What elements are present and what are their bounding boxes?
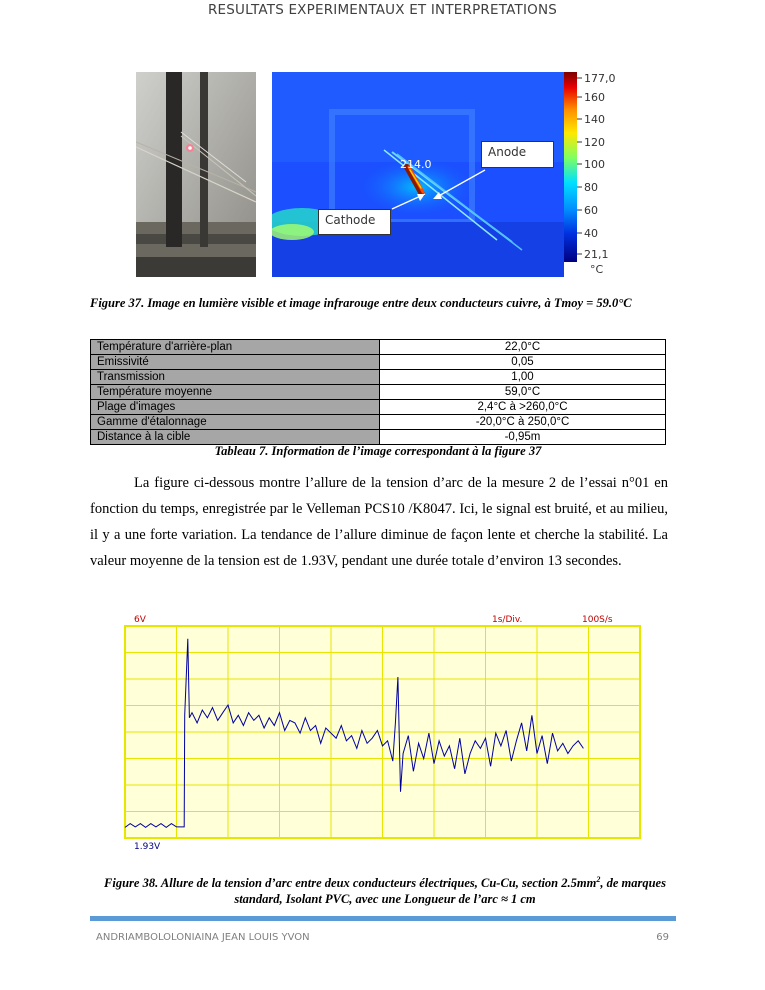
- scale-tick-label: 177,0: [584, 72, 616, 85]
- table-row-label: Emissivité: [91, 355, 380, 370]
- table-row-label: Température moyenne: [91, 385, 380, 400]
- infrared-thermal-image: [272, 72, 564, 277]
- sample-rate-label: 100S/s: [582, 615, 613, 625]
- table-row-label: Température d'arrière-plan: [91, 340, 380, 355]
- table-row-value: 59,0°C: [380, 385, 666, 400]
- scale-unit: °C: [590, 263, 604, 276]
- scale-tick-label: 100: [584, 158, 605, 171]
- table-row-value: 2,4°C à >260,0°C: [380, 400, 666, 415]
- cathode-callout: Cathode: [318, 209, 391, 235]
- table-row: [91, 415, 666, 430]
- figure-38-superscript: 2: [596, 875, 601, 884]
- figure-37-text: . Image en lumière visible et image infrarouge entre deux conducteurs cuivre, à Tmoy = 59.0°C: [141, 296, 632, 310]
- scale-tick-label: 160: [584, 91, 605, 104]
- figure-37-caption: [90, 295, 670, 311]
- visible-light-photo: [136, 72, 256, 277]
- hotspot-temperature: 214.0: [400, 158, 432, 171]
- figure-38-text-2: , de marques standard, Isolant PVC, avec une Longueur de l’arc ≈ 1 cm: [234, 876, 666, 907]
- table-row-value: 0,05: [380, 355, 666, 370]
- volts-per-div-label: 6V: [134, 615, 146, 625]
- scale-tick-label: 140: [584, 113, 605, 126]
- figure-37-label: Figure 37: [90, 296, 142, 310]
- table-row-label: Plage d'images: [91, 400, 380, 415]
- table-7-caption: Tableau 7. Information de l’image correspondant à la figure 37: [214, 444, 542, 458]
- scale-tick-label: 120: [584, 136, 605, 149]
- footer-author: ANDRIAMBOLOLONIAINA JEAN LOUIS YVON: [96, 932, 310, 943]
- scale-tick-label: 60: [584, 204, 598, 217]
- figure-38-text-1: Figure 38. Allure de la tension d’arc entre deux conducteurs électriques, Cu-Cu, section 2.5mm: [104, 876, 597, 891]
- scale-tick-label: 80: [584, 181, 598, 194]
- scale-tick-label: 21,1: [584, 248, 609, 261]
- table-row-label: Transmission: [91, 370, 380, 385]
- anode-callout: Anode: [481, 141, 554, 168]
- table-row-label: Gamme d'étalonnage: [91, 415, 380, 430]
- table-row: [91, 340, 666, 355]
- table-row-value: -0,95m: [380, 430, 666, 445]
- page-number: 69: [656, 932, 669, 943]
- table-row-value: -20,0°C à 250,0°C: [380, 415, 666, 430]
- table-row: [91, 370, 666, 385]
- temperature-color-scale: [564, 72, 622, 277]
- ref-level-label: 1.93V: [134, 842, 161, 852]
- image-info-table: [90, 339, 666, 445]
- table-row: [91, 385, 666, 400]
- body-paragraph: [90, 470, 668, 574]
- footer-rule: [90, 916, 676, 921]
- table-row-value: 22,0°C: [380, 340, 666, 355]
- table-row-value: 1,00: [380, 370, 666, 385]
- paragraph-text: La figure ci-dessous montre l’allure de la tension d’arc de la mesure 2 de l’essai n°01 en fonction du temps, enregistrée par le Velleman PCS10 /K8047. Ici, le signal est bruité, et au milieu, il y a une forte variation. La tendance de l’allure diminue de façon lente et cherche la stabilité. La valeur moyenne de la tension est de 1.93V, pendant une durée totale d’environ 13 secondes.: [90, 475, 668, 569]
- table-row: [91, 355, 666, 370]
- arc-voltage-oscilloscope-plot: [122, 610, 644, 852]
- scale-tick-label: 40: [584, 227, 598, 240]
- table-row: [91, 430, 666, 445]
- running-header: RESULTATS EXPERIMENTAUX ET INTERPRETATIONS: [207, 2, 558, 18]
- table-row-label: Distance à la cible: [91, 430, 380, 445]
- table-row: [91, 400, 666, 415]
- figure-38-caption: [90, 872, 680, 907]
- time-base-label: 1s/Div.: [492, 615, 523, 625]
